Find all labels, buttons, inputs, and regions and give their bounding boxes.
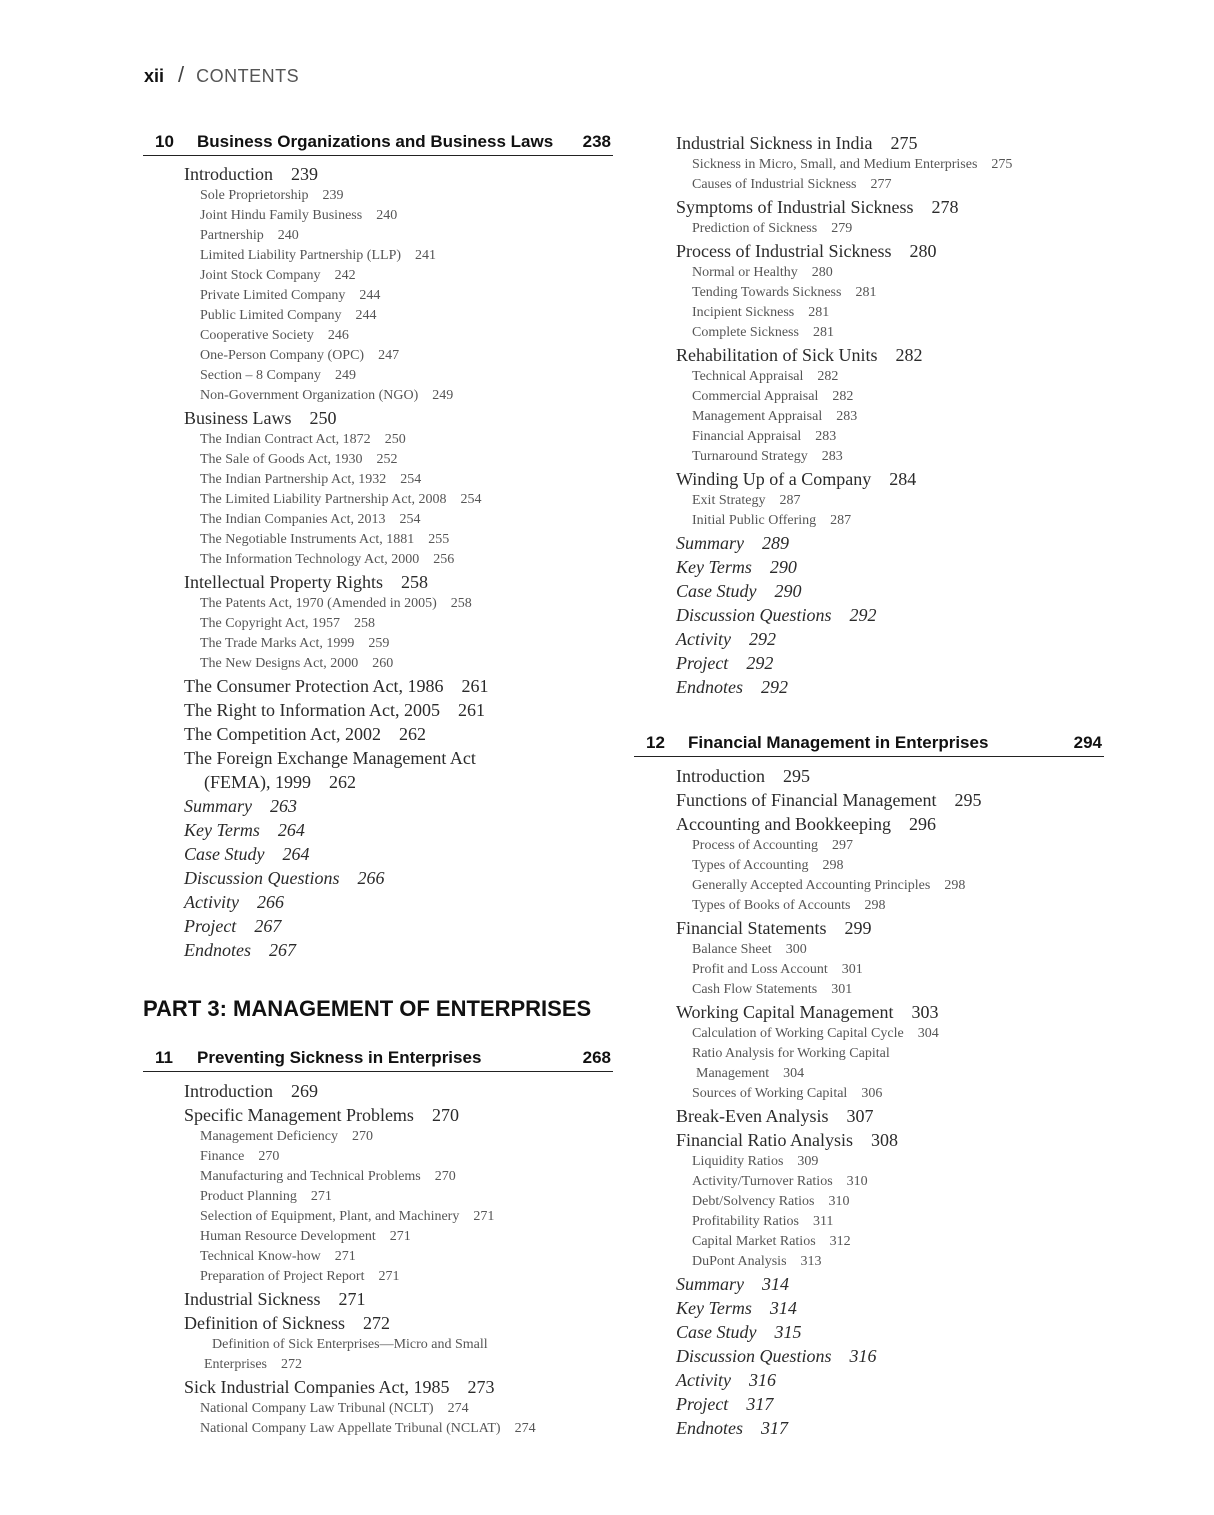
toc-subentry[interactable]: Calculation of Working Capital Cycle 304 [692, 1026, 939, 1041]
toc-entry[interactable]: Business Laws 250 [184, 408, 337, 428]
running-header [144, 62, 299, 88]
toc-subentry[interactable]: The Trade Marks Act, 1999 259 [200, 636, 390, 651]
toc-entry[interactable]: Definition of Sickness 272 [184, 1313, 390, 1333]
running-title: CONTENTS [196, 66, 300, 86]
toc-entry[interactable]: Accounting and Bookkeeping 296 [676, 814, 936, 834]
toc-subentry[interactable]: Joint Stock Company 242 [200, 268, 356, 283]
part-heading: PART 3: MANAGEMENT OF ENTERPRISES [143, 996, 592, 1021]
toc-subentry[interactable]: Types of Accounting 298 [692, 858, 844, 873]
toc-entry[interactable]: The Right to Information Act, 2005 261 [184, 700, 485, 720]
toc-entry[interactable]: Functions of Financial Management 295 [676, 790, 982, 810]
toc-subentry[interactable]: Tending Towards Sickness 281 [692, 285, 877, 300]
toc-entry-case-study[interactable]: Case Study 264 [184, 844, 310, 864]
chapter-title[interactable]: Preventing Sickness in Enterprises [197, 1048, 482, 1067]
toc-subentry-continuation[interactable]: Management 304 [696, 1066, 805, 1081]
toc-subentry[interactable]: The New Designs Act, 2000 260 [200, 656, 394, 671]
toc-subentry[interactable]: Types of Books of Accounts 298 [692, 898, 886, 913]
toc-subentry[interactable]: Technical Appraisal 282 [692, 369, 839, 384]
toc-subentry[interactable]: Generally Accepted Accounting Principles 298 [692, 878, 966, 893]
toc-subentry[interactable]: Partnership 240 [200, 228, 299, 243]
toc-subentry[interactable]: Activity/Turnover Ratios 310 [692, 1174, 868, 1189]
toc-entry-summary[interactable]: Summary 289 [676, 533, 789, 553]
toc-subentry[interactable]: Prediction of Sickness 279 [692, 221, 853, 236]
toc-subentry[interactable]: Limited Liability Partnership (LLP) 241 [200, 248, 437, 263]
chapter-page: 294 [1073, 733, 1102, 752]
toc-subentry[interactable]: Normal or Healthy 280 [692, 265, 833, 280]
toc-subentry[interactable]: The Indian Partnership Act, 1932 254 [200, 472, 422, 487]
toc-subentry[interactable]: Commercial Appraisal 282 [692, 389, 854, 404]
toc-subentry[interactable]: The Sale of Goods Act, 1930 252 [200, 452, 398, 467]
toc-subentry[interactable]: Technical Know-how 271 [200, 1249, 356, 1264]
toc-entry-project[interactable]: Project 317 [676, 1394, 774, 1414]
toc-entry[interactable]: Specific Management Problems 270 [184, 1105, 459, 1125]
toc-entry[interactable]: Sick Industrial Companies Act, 1985 273 [184, 1377, 495, 1397]
toc-subentry[interactable]: The Limited Liability Partnership Act, 2008 254 [200, 492, 482, 507]
chapter-number: 10 [155, 132, 174, 151]
toc-entry[interactable]: Industrial Sickness 271 [184, 1289, 366, 1309]
toc-subentry[interactable]: National Company Law Appellate Tribunal (NCLAT) 274 [200, 1421, 536, 1436]
toc-subentry[interactable]: Product Planning 271 [200, 1189, 332, 1204]
toc-entry-key-terms[interactable]: Key Terms 264 [184, 820, 305, 840]
toc-entry-discussion-questions[interactable]: Discussion Questions 292 [676, 605, 877, 625]
toc-subentry[interactable]: Human Resource Development 271 [200, 1229, 411, 1244]
toc-subentry[interactable]: Preparation of Project Report 271 [200, 1269, 400, 1284]
toc-subentry[interactable]: Causes of Industrial Sickness 277 [692, 177, 892, 192]
toc-subsubentry[interactable]: Definition of Sick Enterprises—Micro and Small [212, 1337, 488, 1352]
toc-subentry[interactable]: National Company Law Tribunal (NCLT) 274 [200, 1401, 469, 1416]
chapter-10-entries [184, 162, 614, 962]
toc-entry-summary[interactable]: Summary 314 [676, 1274, 789, 1294]
toc-subentry[interactable]: Public Limited Company 244 [200, 308, 377, 323]
toc-subentry[interactable]: Cooperative Society 246 [200, 328, 349, 343]
toc-subentry[interactable]: Joint Hindu Family Business 240 [200, 208, 398, 223]
toc-entry-activity[interactable]: Activity 292 [676, 629, 776, 649]
chapter-12-heading [634, 732, 1104, 757]
toc-subentry[interactable]: Capital Market Ratios 312 [692, 1234, 851, 1249]
toc-entry[interactable]: Introduction 295 [676, 766, 810, 786]
toc-subsubentry-continuation[interactable]: Enterprises 272 [204, 1357, 302, 1372]
toc-subentry[interactable]: Profitability Ratios 311 [692, 1214, 834, 1229]
toc-entry-endnotes[interactable]: Endnotes 292 [676, 677, 788, 697]
toc-entry-key-terms[interactable]: Key Terms 290 [676, 557, 797, 577]
toc-entry[interactable]: Introduction 239 [184, 164, 318, 184]
toc-subentry[interactable]: Ratio Analysis for Working Capital [692, 1046, 890, 1061]
toc-entry[interactable]: The Competition Act, 2002 262 [184, 724, 426, 744]
toc-entry-continuation[interactable]: (FEMA), 1999 262 [204, 772, 356, 792]
chapter-title[interactable]: Business Organizations and Business Laws [197, 132, 554, 151]
toc-entry-project[interactable]: Project 292 [676, 653, 774, 673]
toc-subentry[interactable]: Non-Government Organization (NGO) 249 [200, 388, 454, 403]
toc-subentry[interactable]: The Information Technology Act, 2000 256 [200, 552, 455, 567]
toc-entry[interactable]: Winding Up of a Company 284 [676, 469, 917, 489]
toc-subentry[interactable]: Process of Accounting 297 [692, 838, 853, 853]
chapter-page: 268 [582, 1048, 611, 1067]
toc-subentry[interactable]: The Indian Companies Act, 2013 254 [200, 512, 421, 527]
toc-subentry[interactable]: The Negotiable Instruments Act, 1881 255 [200, 532, 450, 547]
toc-entry-key-terms[interactable]: Key Terms 314 [676, 1298, 797, 1318]
toc-entry[interactable]: Industrial Sickness in India 275 [676, 133, 918, 153]
toc-subentry[interactable]: Sickness in Micro, Small, and Medium Enterprises 275 [692, 157, 1013, 172]
toc-subentry[interactable]: DuPont Analysis 313 [692, 1254, 822, 1269]
toc-entry-project[interactable]: Project 267 [184, 916, 282, 936]
toc-subentry[interactable]: Profit and Loss Account 301 [692, 962, 863, 977]
toc-entry[interactable]: Financial Ratio Analysis 308 [676, 1130, 898, 1150]
toc-entry-endnotes[interactable]: Endnotes 317 [676, 1418, 788, 1438]
toc-subentry[interactable]: Complete Sickness 281 [692, 325, 834, 340]
chapter-11-entries-continued [676, 131, 1106, 699]
toc-subentry[interactable]: The Indian Contract Act, 1872 250 [200, 432, 406, 447]
toc-subentry[interactable]: Sole Proprietorship 239 [200, 188, 344, 203]
toc-subentry[interactable]: One-Person Company (OPC) 247 [200, 348, 400, 363]
toc-subentry[interactable]: Management Deficiency 270 [200, 1129, 373, 1144]
toc-subentry[interactable]: Financial Appraisal 283 [692, 429, 837, 444]
chapter-11-heading [143, 1047, 613, 1072]
page-number: xii [144, 66, 165, 86]
chapter-10-heading [143, 131, 613, 156]
toc-entry-activity[interactable]: Activity 316 [676, 1370, 776, 1390]
toc-subentry[interactable]: Exit Strategy 287 [692, 493, 801, 508]
toc-subentry[interactable]: Management Appraisal 283 [692, 409, 858, 424]
chapter-11-entries [184, 1079, 614, 1439]
toc-entry[interactable]: The Consumer Protection Act, 1986 261 [184, 676, 489, 696]
toc-subentry[interactable]: Manufacturing and Technical Problems 270 [200, 1169, 456, 1184]
toc-subentry[interactable]: The Copyright Act, 1957 258 [200, 616, 375, 631]
toc-entry-discussion-questions[interactable]: Discussion Questions 266 [184, 868, 385, 888]
toc-subentry[interactable]: Debt/Solvency Ratios 310 [692, 1194, 850, 1209]
toc-entry-summary[interactable]: Summary 263 [184, 796, 297, 816]
chapter-title[interactable]: Financial Management in Enterprises [688, 733, 989, 752]
toc-entry[interactable]: Break-Even Analysis 307 [676, 1106, 874, 1126]
toc-subentry[interactable]: Incipient Sickness 281 [692, 305, 830, 320]
toc-subentry[interactable]: Sources of Working Capital 306 [692, 1086, 883, 1101]
chapter-number: 12 [646, 733, 665, 752]
toc-subentry[interactable]: Private Limited Company 244 [200, 288, 381, 303]
toc-subentry[interactable]: Balance Sheet 300 [692, 942, 807, 957]
toc-entry[interactable]: Process of Industrial Sickness 280 [676, 241, 937, 261]
toc-entry[interactable]: Rehabilitation of Sick Units 282 [676, 345, 923, 365]
toc-entry[interactable]: Intellectual Property Rights 258 [184, 572, 428, 592]
toc-entry-endnotes[interactable]: Endnotes 267 [184, 940, 296, 960]
toc-subentry[interactable]: Selection of Equipment, Plant, and Machinery 271 [200, 1209, 495, 1224]
toc-subentry[interactable]: Initial Public Offering 287 [692, 513, 852, 528]
toc-entry[interactable]: The Foreign Exchange Management Act [184, 748, 476, 768]
toc-entry-case-study[interactable]: Case Study 315 [676, 1322, 802, 1342]
toc-subentry[interactable]: Liquidity Ratios 309 [692, 1154, 819, 1169]
toc-subentry[interactable]: Finance 270 [200, 1149, 280, 1164]
toc-entry[interactable]: Symptoms of Industrial Sickness 278 [676, 197, 959, 217]
toc-subentry[interactable]: The Patents Act, 1970 (Amended in 2005) 258 [200, 596, 472, 611]
toc-entry[interactable]: Introduction 269 [184, 1081, 318, 1101]
toc-entry-case-study[interactable]: Case Study 290 [676, 581, 802, 601]
chapter-12-entries [676, 764, 1106, 1440]
chapter-number: 11 [155, 1048, 173, 1067]
chapter-page: 238 [582, 132, 611, 151]
toc-entry-activity[interactable]: Activity 266 [184, 892, 284, 912]
toc-subentry[interactable]: Cash Flow Statements 301 [692, 982, 853, 997]
toc-subentry[interactable]: Section – 8 Company 249 [200, 368, 356, 383]
toc-entry[interactable]: Working Capital Management 303 [676, 1002, 939, 1022]
toc-entry[interactable]: Financial Statements 299 [676, 918, 872, 938]
toc-entry-discussion-questions[interactable]: Discussion Questions 316 [676, 1346, 877, 1366]
header-separator: / [178, 62, 185, 87]
toc-subentry[interactable]: Turnaround Strategy 283 [692, 449, 843, 464]
